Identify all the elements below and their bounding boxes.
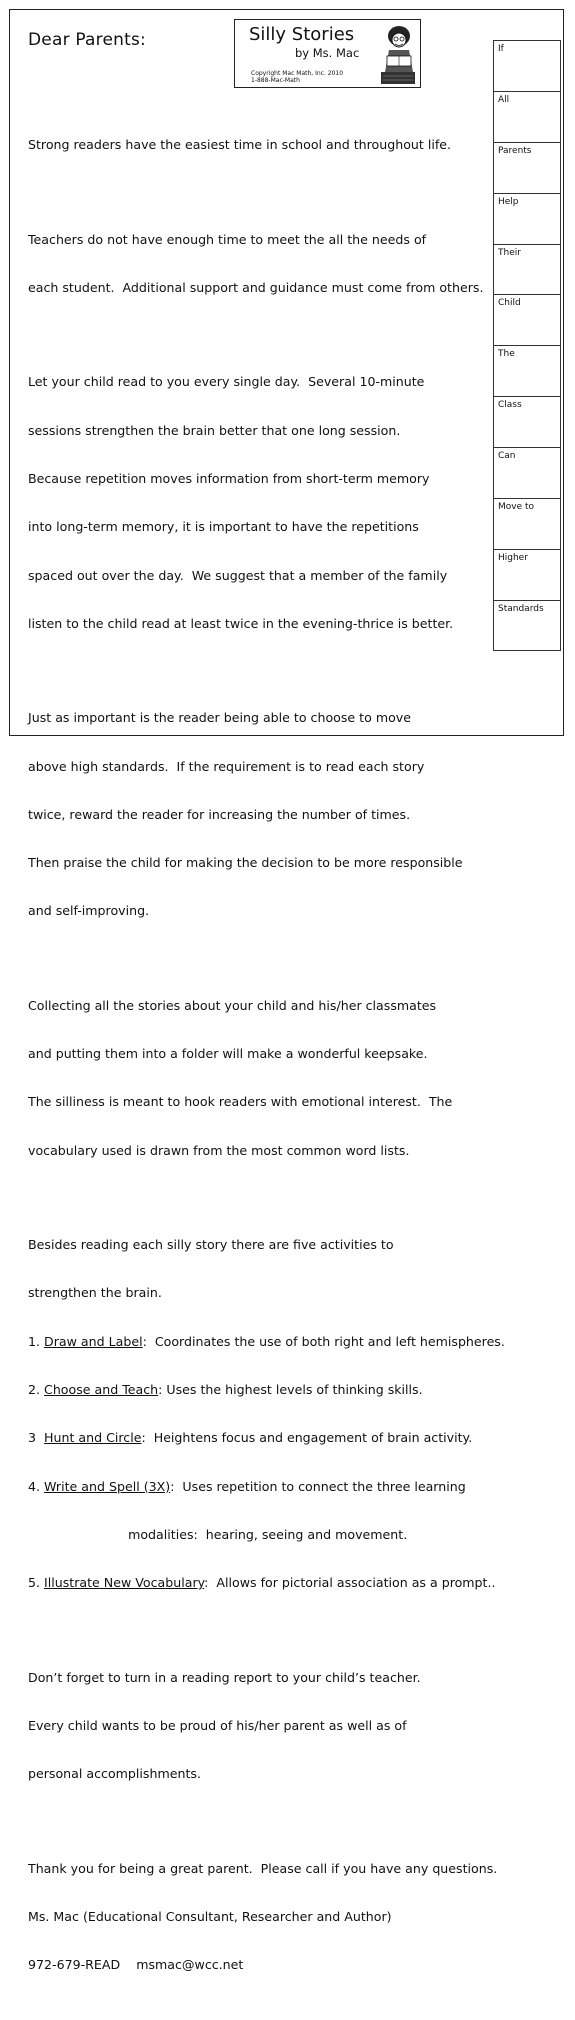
letter-body: [28, 105, 505, 2020]
sight-word-cell: [493, 244, 561, 295]
logo-phone: 1-888-Mac-Math: [251, 77, 300, 84]
text-line: Collecting all the stories about your child and his/her classmates: [28, 997, 437, 1013]
text-line: Thank you for being a great parent. Please call if you have any questions.: [28, 1860, 498, 1876]
text-line: Because repetition moves information from short-term memory: [28, 470, 430, 486]
text-line: and self-improving.: [28, 903, 150, 919]
text-line: The silliness is meant to hook readers with emotional interest. The: [28, 1094, 453, 1110]
sight-word-cell: [493, 142, 561, 193]
sight-word-cell: [493, 498, 561, 549]
text-line: listen to the child read at least twice in the evening-thrice is better.: [28, 615, 454, 631]
sight-word-column: [493, 40, 561, 651]
sight-word: Parents: [498, 145, 532, 156]
silly-stories-logo: [234, 19, 421, 88]
paragraph: [28, 105, 498, 185]
activity-name: Write and Spell (3X): [44, 1478, 171, 1494]
text-line: Then praise the child for making the decision to be more responsible: [28, 855, 463, 871]
activity-number: 3: [28, 1430, 45, 1446]
text-line: Just as important is the reader being able to choose to move: [28, 710, 412, 726]
activity-name: Choose and Teach: [44, 1382, 159, 1398]
sight-word-cell: [493, 549, 561, 600]
text-line: personal accomplishments.: [28, 1766, 201, 1782]
text-line: vocabulary used is drawn from the most common word lists.: [28, 1142, 410, 1158]
activity-number: 1.: [28, 1333, 45, 1349]
text-line: Let your child read to you every single day. Several 10-minute: [28, 374, 425, 390]
text-line: and putting them into a folder will make a wonderful keepsake.: [28, 1046, 428, 1062]
text-line: each student. Additional support and guidance must come from others.: [28, 279, 484, 295]
text-line: spaced out over the day. We suggest that a member of the family: [28, 567, 448, 583]
paragraph: [28, 678, 498, 952]
activity-number: 2.: [28, 1382, 45, 1398]
sight-word: Child: [498, 298, 521, 309]
activity-description: : Allows for pictorial association as a prompt..: [204, 1575, 496, 1591]
text-line: modalities: hearing, seeing and movement.: [28, 1526, 408, 1542]
sight-word: Higher: [498, 552, 528, 563]
activity-name: Hunt and Circle: [44, 1430, 142, 1446]
activity-item: [28, 1575, 498, 1591]
activity-description: : Coordinates the use of both right and left hemispheres.: [142, 1333, 505, 1349]
sight-word-cell: [493, 447, 561, 498]
sight-word-cell: [493, 91, 561, 142]
activity-item: [28, 1430, 498, 1446]
text-line: twice, reward the reader for increasing the number of times.: [28, 806, 411, 822]
paragraph: [28, 1637, 498, 1814]
logo-title: Silly Stories: [249, 24, 355, 45]
paragraph: [28, 966, 498, 1191]
activity-name: Draw and Label: [44, 1333, 143, 1349]
text-line: Teachers do not have enough time to meet the all the needs of: [28, 231, 427, 247]
sight-word-cell: [493, 396, 561, 447]
text-line: Besides reading each silly story there are five activities to: [28, 1237, 394, 1253]
text-line: Don’t forget to turn in a reading report to your child’s teacher.: [28, 1669, 421, 1685]
sight-word-cell: [493, 294, 561, 345]
sight-word-cell: [493, 40, 561, 91]
activity-item: [28, 1333, 505, 1350]
paragraph: [28, 199, 498, 328]
activity-number: 4.: [28, 1478, 45, 1494]
sight-word: Can: [498, 451, 516, 462]
paragraph: [28, 342, 498, 664]
activities-paragraph: [28, 1205, 505, 1623]
sight-word: Move to: [498, 502, 535, 513]
activity-number: 5.: [28, 1575, 45, 1591]
activity-name: Illustrate New Vocabulary: [44, 1575, 205, 1591]
text-line: Strong readers have the easiest time in school and throughout life.: [28, 137, 452, 153]
logo-byline: by Ms. Mac: [295, 46, 360, 60]
activity-item: [28, 1479, 498, 1495]
text-line: above high standards. If the requirement is to read each story: [28, 758, 425, 774]
text-line: sessions strengthen the brain better that one long session.: [28, 422, 401, 438]
cartoon-teacher-reading-icon: [377, 22, 419, 86]
sight-word-cell: [493, 193, 561, 244]
text-line: strengthen the brain.: [28, 1285, 162, 1301]
greeting: Dear Parents:: [28, 30, 146, 50]
sight-word: Help: [498, 196, 519, 207]
activity-description: : Uses repetition to connect the three learning: [170, 1478, 466, 1494]
closing: [28, 1828, 498, 2005]
sight-word: Their: [498, 247, 521, 258]
signature-line: Ms. Mac (Educational Consultant, Researcher and Author): [28, 1908, 392, 1924]
logo-copyright: Copyright Mac Math, Inc. 2010: [251, 70, 344, 77]
activity-description: : Uses the highest levels of thinking skills.: [158, 1382, 423, 1398]
sight-word-cell: [493, 345, 561, 396]
contact-line: 972-679-READ msmac@wcc.net: [28, 1957, 244, 1973]
sight-word: The: [498, 349, 515, 360]
activity-description: : Heightens focus and engagement of brain activity.: [141, 1430, 473, 1446]
sight-word: Standards: [498, 603, 544, 614]
sight-word: Class: [498, 400, 522, 411]
text-line: Every child wants to be proud of his/her parent as well as of: [28, 1717, 407, 1733]
sight-word-cell: [493, 600, 561, 651]
sight-word: All: [498, 94, 510, 105]
activity-item: [28, 1382, 498, 1398]
sight-word: If: [498, 44, 504, 54]
text-line: into long-term memory, it is important to have the repetitions: [28, 519, 419, 535]
